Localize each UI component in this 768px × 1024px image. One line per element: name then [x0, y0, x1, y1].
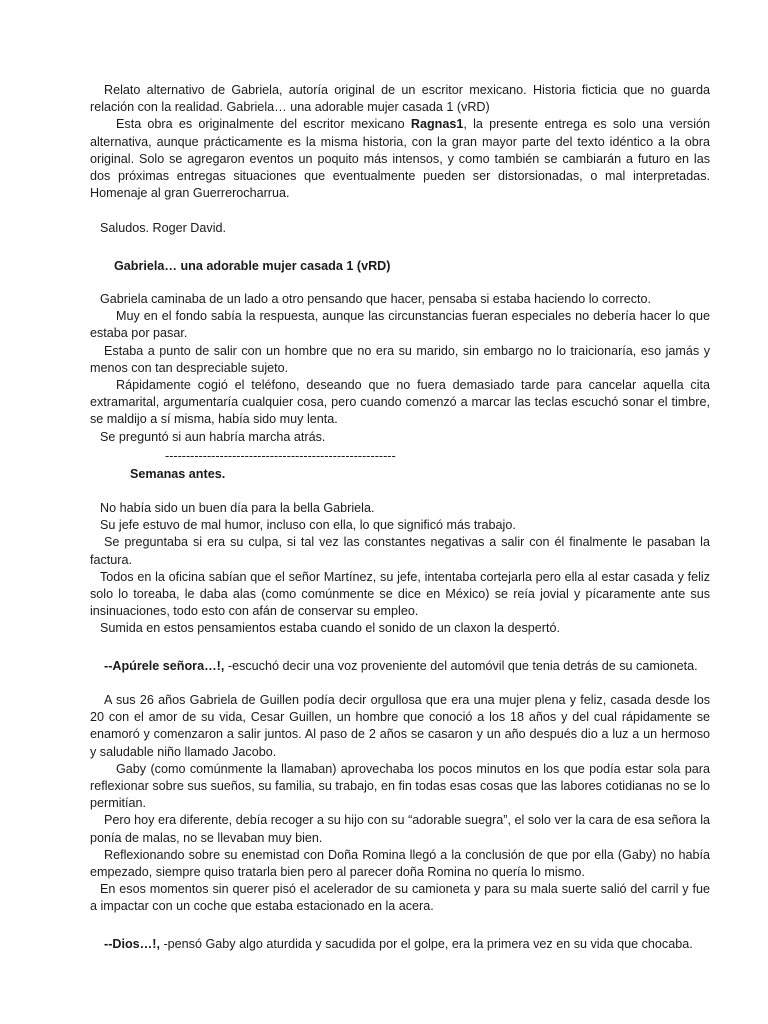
- separator-line: -------------------------------------------------------: [165, 449, 396, 463]
- intro-p2-text: Esta obra es originalmente del escritor mexicano: [116, 117, 411, 132]
- paragraph: A sus 26 años Gabriela de Guillen podía decir orgullosa que era una mujer plena y feliz, casada desde los 20 con el amor de su vida, Cesar Guillen, un hombre que conoció a los 18 años y del cual rápidamente se enamoró y comenzaron a salir juntos. Al paso de 2 años se casaron y un año después dio a luz a un hermoso y saludable niño llamado Jacobo.: [90, 693, 710, 759]
- dialog-line: [90, 936, 710, 953]
- section-1: [90, 291, 710, 446]
- paragraph: Sumida en estos pensamientos estaba cuando el sonido de un claxon la despertó.: [100, 621, 560, 636]
- dialog-1: [90, 658, 710, 675]
- paragraph: En esos momentos sin querer pisó el acelerador de su camioneta y para su mala suerte salió del carril y fue a impactar con un coche que estaba estacionado en la acera.: [90, 882, 710, 914]
- dialog-narration: -escuchó decir una voz proveniente del automóvil que tenia detrás de su camioneta.: [224, 659, 698, 673]
- section-2: [90, 500, 710, 638]
- paragraph: Todos en la oficina sabían que el señor Martínez, su jefe, intentaba cortejarla pero ella al estar casada y feliz solo lo toreaba, le daba alas (como comúnmente se dice en México) se reía jovial y pícaramente ante sus insinuaciones, todo esto con afán de conservar su empleo.: [90, 569, 710, 619]
- dialog-narration: -pensó Gaby algo aturdida y sacudida por el golpe, era la primera vez en su vida que chocaba.: [159, 937, 693, 951]
- paragraph: Pero hoy era diferente, debía recoger a su hijo con su “adorable suegra”, el solo ver la cara de esa señora la ponía de malas, no se llevaban muy bien.: [90, 813, 710, 845]
- paragraph: Rápidamente cogió el teléfono, deseando que no fuera demasiado tarde para cancelar aquella cita extramarital, argumentaría cualquier cosa, pero cuando comenzó a marcar las teclas escuchó sonar el timbre, se maldijo a sí misma, había sido muy lenta.: [90, 378, 710, 427]
- dialog-speech: --Apúrele señora…!,: [104, 659, 225, 673]
- intro-paragraph-2: [90, 116, 710, 202]
- section-3: [90, 692, 710, 916]
- paragraph: Gaby (como comúnmente la llamaban) aprovechaba los pocos minutos en los que podía estar sola para reflexionar sobre sus sueños, su familia, su trabajo, en fin todas esas cosas que las labores cotidianas no se lo permitían.: [90, 761, 710, 811]
- story-title: Gabriela… una adorable mujer casada 1 (vRD): [114, 259, 391, 273]
- paragraph: Su jefe estuvo de mal humor, incluso con ella, lo que significó más trabajo.: [100, 518, 516, 533]
- paragraph: Se preguntaba si era su culpa, si tal vez las constantes negativas a salir con él finalmente le pasaban la factura.: [90, 535, 710, 567]
- greeting-block: [90, 220, 710, 237]
- paragraph: Estaba a punto de salir con un hombre que no era su marido, sin embargo no lo traicionaría, eso jamás y menos con tan despreciable sujeto.: [90, 343, 710, 375]
- section-subtitle: Semanas antes.: [130, 467, 226, 481]
- intro-p2-text-end: , la presente entrega es solo una versión alternativa, aunque prácticamente es la misma historia, con la gran mayor parte del texto idéntico a la obra original. Solo se agregaron eventos un poquito más intensos, y como también se cambiarán a futuro en las dos próximas entregas situaciones que eventualmente pueden ser distorsionadas, o mal interpretadas. Homenaje al gran Guerrerocharrua.: [90, 117, 711, 201]
- intro-block: [90, 82, 710, 202]
- paragraph: Gabriela caminaba de un lado a otro pensando que hacer, pensaba si estaba haciendo lo correcto.: [100, 292, 652, 306]
- intro-paragraph-1: Relato alternativo de Gabriela, autoría original de un escritor mexicano. Historia ficticia que no guarda relación con la realidad. Gabriela… una adorable mujer casada 1 (vRD): [90, 83, 710, 115]
- dialog-line: [90, 658, 710, 675]
- greeting: Saludos. Roger David.: [100, 221, 227, 235]
- author-name: Ragnas1: [410, 117, 464, 132]
- paragraph: Se preguntó si aun habría marcha atrás.: [100, 429, 326, 444]
- dialog-speech: --Dios…!,: [104, 937, 160, 951]
- dialog-2: [90, 936, 710, 953]
- paragraph: Muy en el fondo sabía la respuesta, aunque las circunstancias fueran especiales no debería hacer lo que estaba por pasar.: [90, 309, 710, 341]
- paragraph: Reflexionando sobre su enemistad con Doña Romina llegó a la conclusión de que por ella (Gaby) no había empezado, siempre quiso tratarla bien pero al parecer doña Romina no quería lo mismo.: [90, 847, 710, 880]
- paragraph: No había sido un buen día para la bella Gabriela.: [100, 501, 375, 515]
